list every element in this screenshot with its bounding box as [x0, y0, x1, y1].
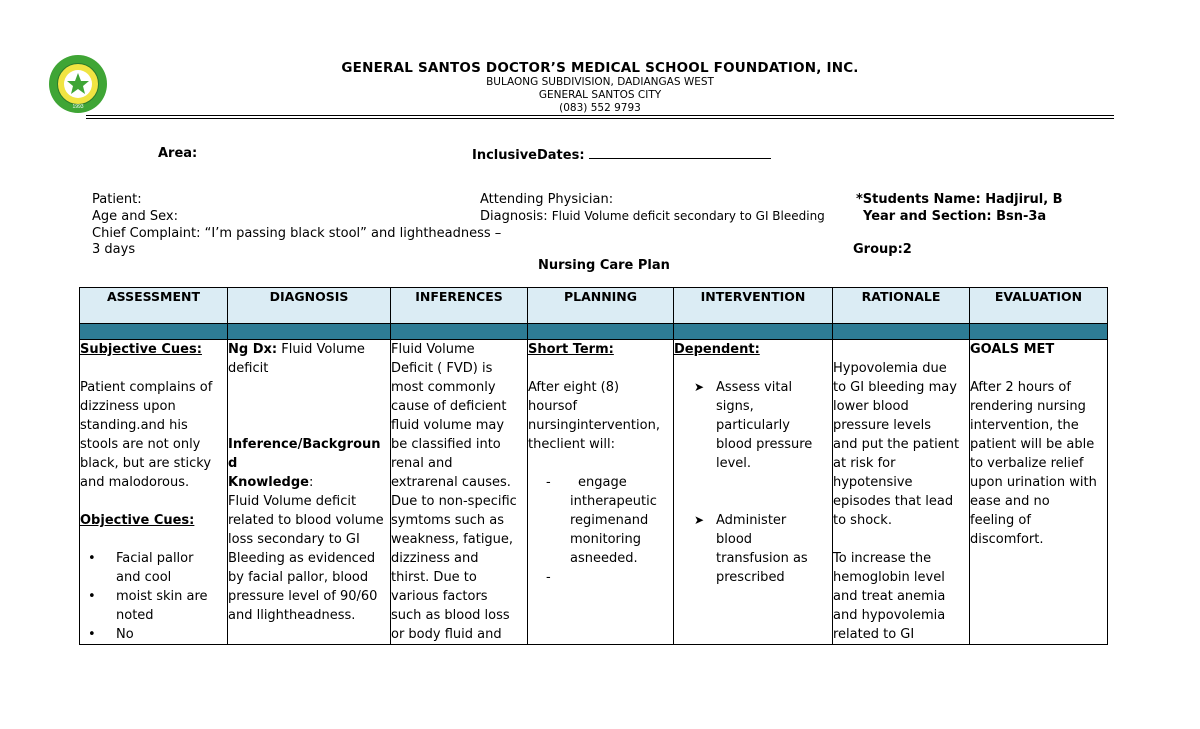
inference-line: various factors [391, 589, 488, 604]
inference-line: such as blood loss [391, 608, 510, 623]
age-sex-label: Age and Sex: [92, 209, 178, 224]
bar-cell [228, 324, 391, 340]
header-assessment: ASSESSMENT [80, 288, 228, 324]
rationale-line: to shock. [833, 513, 892, 528]
inference-line: Fluid Volume [391, 342, 475, 357]
dash-bullet-icon: - [546, 570, 551, 585]
year-section: Year and Section: Bsn-3a [863, 209, 1047, 224]
bar-cell [833, 324, 970, 340]
table-color-bar-row [80, 324, 1108, 340]
rationale-line: hemoglobin level [833, 570, 945, 585]
inferences-cell [391, 340, 528, 645]
diagnosis-line: Fluid Volume deficit [228, 494, 357, 509]
knowledge-label: Knowledge [228, 475, 309, 490]
intervention-item: ➤ Administer [694, 513, 787, 528]
objective-bullet: • No [88, 627, 134, 642]
chief-complaint [92, 226, 501, 241]
intervention-item-cont: prescribed [716, 570, 785, 585]
evaluation-line: patient will be able [970, 437, 1095, 452]
ngdx-label: Ng Dx: [228, 342, 278, 357]
bar-cell [391, 324, 528, 340]
objective-bullet-cont: noted [116, 608, 154, 623]
bullet-icon: • [88, 627, 96, 642]
intervention-cell [674, 340, 833, 645]
intervention-item-cont: transfusion as [716, 551, 808, 566]
inference-line: weakness, fatigue, [391, 532, 514, 547]
address-line-2: GENERAL SANTOS CITY [538, 89, 662, 101]
table-body-row [80, 340, 1108, 645]
chief-complaint-text: : “I’m passing black stool” and lightheadness – [196, 226, 502, 241]
intervention-item-cont: blood pressure [716, 437, 813, 452]
inference-line: dizziness and [391, 551, 479, 566]
evaluation-line: to verbalize relief [970, 456, 1084, 471]
planning-goal-cont: intherapeutic [570, 494, 657, 509]
evaluation-cell [970, 340, 1108, 645]
rationale-line: at risk for [833, 456, 896, 471]
inference-line: most commonly [391, 380, 496, 395]
inference-line: renal and [391, 456, 453, 471]
evaluation-line: intervention, the [970, 418, 1079, 433]
diagnosis-line: related to blood volume [228, 513, 384, 528]
group-label: Group:2 [853, 242, 912, 257]
intervention-item-cont: signs, [716, 399, 754, 414]
inference-line: cause of deficient [391, 399, 507, 414]
evaluation-line: feeling of [970, 513, 1031, 528]
attending-physician-label: Attending Physician: [480, 192, 614, 207]
bar-cell [970, 324, 1108, 340]
evaluation-line: upon urination with [970, 475, 1097, 490]
intervention-item-cont: level. [716, 456, 752, 471]
knowledge-colon: : [308, 475, 314, 490]
bar-cell [80, 324, 228, 340]
inference-line: Due to non-specific [391, 494, 517, 509]
table-header-row [80, 288, 1108, 324]
subjective-line: and malodorous. [80, 475, 190, 490]
intervention-item-cont: particularly [716, 418, 790, 433]
header-intervention: INTERVENTION [674, 288, 833, 324]
diagnosis-cell [228, 340, 391, 645]
evaluation-line: discomfort. [970, 532, 1044, 547]
planning-goal-cont: monitoring [570, 532, 641, 547]
inference-line: or body fluid and [391, 627, 502, 642]
dependent-title: Dependent: [674, 342, 760, 357]
subjective-line: stools are not only [80, 437, 201, 452]
objective-cues-title: Objective Cues: [80, 513, 195, 528]
planning-goal: - engage [546, 475, 627, 490]
rationale-line: to GI bleeding may [833, 380, 957, 395]
student-name: *Students Name: Hadjirul, B [856, 192, 1063, 207]
header-rule-bottom [86, 118, 1114, 119]
inference-title-1: Inference/Backgroun [228, 437, 381, 452]
header-inferences: INFERENCES [391, 288, 528, 324]
planning-goal-cont: asneeded. [570, 551, 638, 566]
assessment-cell [80, 340, 228, 645]
planning-line: theclient will: [528, 437, 616, 452]
ngdx-line [228, 340, 390, 359]
inference-line: Deficit ( FVD) is [391, 361, 493, 376]
inference-line: extrarenal causes. [391, 475, 511, 490]
evaluation-line: rendering nursing [970, 399, 1086, 414]
inclusive-dates [472, 146, 771, 163]
dash-bullet-icon: - [546, 475, 551, 490]
header-rule-top [86, 115, 1114, 116]
objective-bullet: • moist skin are [88, 589, 208, 604]
intervention-item-cont: blood [716, 532, 753, 547]
chief-complaint-text-2: 3 days [92, 242, 136, 257]
rationale-line: pressure levels [833, 418, 931, 433]
subjective-cues-title: Subjective Cues: [80, 342, 202, 357]
inference-line: thirst. Due to [391, 570, 477, 585]
patient-label: Patient: [92, 192, 142, 207]
planning-line: hoursof [528, 399, 578, 414]
bullet-icon: • [88, 551, 96, 566]
svg-text:1993: 1993 [72, 104, 84, 110]
header-diagnosis: DIAGNOSIS [228, 288, 391, 324]
rationale-cell [833, 340, 970, 645]
evaluation-line: After 2 hours of [970, 380, 1071, 395]
inference-title-2: d [228, 456, 238, 471]
subjective-line: standing.and his [80, 418, 188, 433]
short-term-title: Short Term: [528, 342, 614, 357]
header-rationale: RATIONALE [833, 288, 970, 324]
rationale-line: and put the patient [833, 437, 960, 452]
phone-number: (083) 552 9793 [559, 102, 641, 114]
arrow-bullet-icon: ➤ [694, 513, 705, 527]
header-planning: PLANNING [528, 288, 674, 324]
ngdx-text-2: deficit [228, 361, 269, 376]
intervention-item: ➤ Assess vital [694, 380, 793, 395]
inclusive-dates-blank [589, 146, 771, 159]
area-label: Area: [158, 146, 198, 161]
diagnosis-line: Bleeding as evidenced [228, 551, 376, 566]
bar-cell [528, 324, 674, 340]
diagnosis-line: loss secondary to GI [228, 532, 360, 547]
diagnosis-line: pressure level of 90/60 [228, 589, 378, 604]
arrow-bullet-icon: ➤ [694, 380, 705, 394]
planning-line: nursingintervention, [528, 418, 660, 433]
nursing-care-plan-title: Nursing Care Plan [538, 258, 670, 273]
bar-cell [674, 324, 833, 340]
address-line-1: BULAONG SUBDIVISION, DADIANGAS WEST [486, 76, 714, 88]
rationale-line: episodes that lead [833, 494, 954, 509]
diagnosis-line [480, 209, 825, 224]
diagnosis-label: Diagnosis: [480, 209, 548, 224]
planning-goal-cont: regimenand [570, 513, 649, 528]
rationale-line: hypotensive [833, 475, 913, 490]
school-name: GENERAL SANTOS DOCTOR’S MEDICAL SCHOOL FOUNDATION, INC. [341, 60, 859, 76]
planning-line: After eight (8) [528, 380, 620, 395]
subjective-line: dizziness upon [80, 399, 176, 414]
bullet-icon: • [88, 589, 96, 604]
rationale-line: Hypovolemia due [833, 361, 947, 376]
subjective-line: black, but are sticky [80, 456, 212, 471]
subjective-line: Patient complains of [80, 380, 213, 395]
inference-line: fluid volume may [391, 418, 505, 433]
nursing-care-plan-table [79, 287, 1108, 645]
rationale-line: and hypovolemia [833, 608, 946, 623]
inclusive-dates-label: InclusiveDates: [472, 148, 585, 163]
objective-bullet-cont: and cool [116, 570, 172, 585]
rationale-line: related to GI [833, 627, 915, 642]
diagnosis-line: by facial pallor, blood [228, 570, 369, 585]
diagnosis-text: Fluid Volume deficit secondary to GI Bleeding [551, 209, 825, 223]
knowledge-line [228, 473, 390, 492]
objective-bullet: • Facial pallor [88, 551, 194, 566]
ngdx-text: Fluid Volume [277, 342, 365, 357]
evaluation-line: ease and no [970, 494, 1050, 509]
diagnosis-line: and llightheadness. [228, 608, 356, 623]
header-evaluation: EVALUATION [970, 288, 1108, 324]
inference-line: be classified into [391, 437, 501, 452]
rationale-line: To increase the [833, 551, 932, 566]
chief-complaint-label: Chief Complaint [92, 226, 197, 241]
rationale-line: and treat anemia [833, 589, 946, 604]
planning-cell [528, 340, 674, 645]
rationale-line: lower blood [833, 399, 909, 414]
goals-met-title: GOALS MET [970, 342, 1055, 357]
inference-line: symtoms such as [391, 513, 505, 528]
